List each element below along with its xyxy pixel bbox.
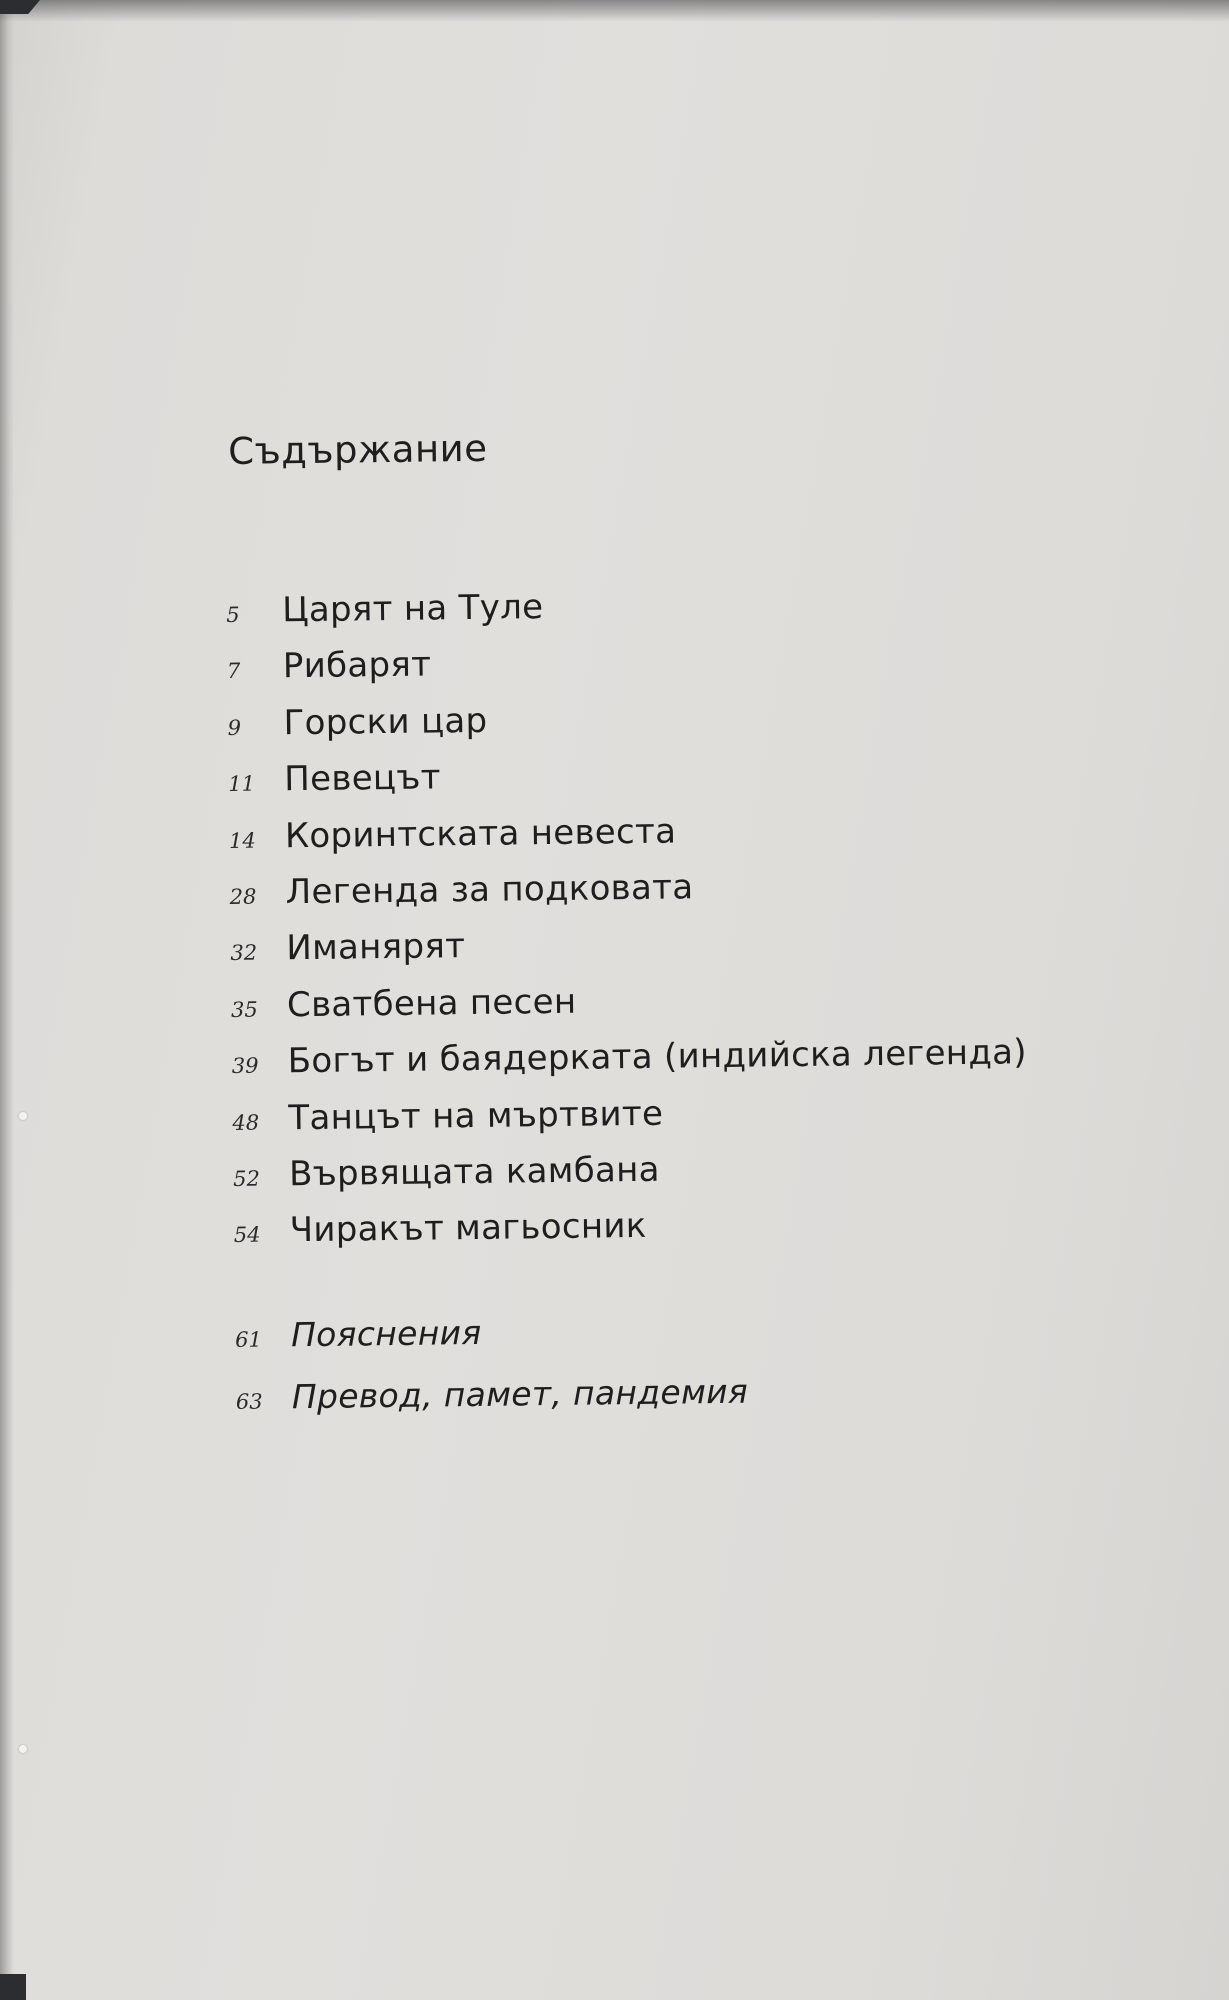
entry-title: Сватбена песен	[286, 981, 577, 1026]
page-number: 9	[227, 715, 242, 740]
page-number: 63	[235, 1389, 263, 1414]
list-item	[235, 1305, 1136, 1378]
entry-title: Рибарят	[282, 644, 432, 687]
page-number: 48	[232, 1110, 260, 1135]
page-number: 39	[231, 1053, 259, 1079]
page-number: 61	[234, 1327, 262, 1352]
entry-title: Пояснения	[290, 1312, 482, 1354]
toc-appendix-list	[235, 1305, 1136, 1440]
entry-title: Вървящата камбана	[288, 1149, 661, 1195]
entry-title: Горски цар	[283, 700, 488, 744]
page-number: 14	[228, 828, 256, 853]
page-number: 28	[229, 884, 257, 909]
page-binding-edge	[0, 0, 14, 2000]
background-corner-bottom	[0, 1974, 26, 2000]
page-number: 52	[233, 1166, 261, 1191]
entry-title: Богът и баядерката (индийска легенда)	[287, 1032, 1028, 1082]
page-number: 11	[228, 771, 256, 797]
entry-title: Иманярят	[286, 926, 466, 969]
entry-title: Танцът на мъртвите	[288, 1093, 664, 1138]
entry-title: Певецът	[284, 757, 442, 800]
toc-main-list	[226, 580, 1134, 1268]
page-number: 7	[226, 659, 241, 684]
top-shadow	[0, 0, 1229, 22]
list-item	[234, 1200, 1135, 1267]
binding-stitch	[19, 1112, 27, 1120]
entry-title: Превод, памет, пандемия	[291, 1371, 749, 1416]
page-number: 35	[230, 997, 258, 1022]
page-number: 54	[233, 1222, 261, 1248]
page-number: 32	[230, 940, 258, 966]
page-number: 5	[226, 602, 240, 627]
binding-stitch	[19, 1745, 27, 1753]
page-title: Съдържание	[227, 426, 488, 473]
entry-title: Чиракът магьосник	[289, 1206, 647, 1251]
entry-title: Царят на Туле	[281, 587, 544, 631]
table-of-contents	[224, 419, 1136, 1440]
list-item	[236, 1367, 1137, 1440]
entry-title: Коринтската невеста	[284, 811, 677, 856]
entry-title: Легенда за подковата	[285, 867, 694, 913]
